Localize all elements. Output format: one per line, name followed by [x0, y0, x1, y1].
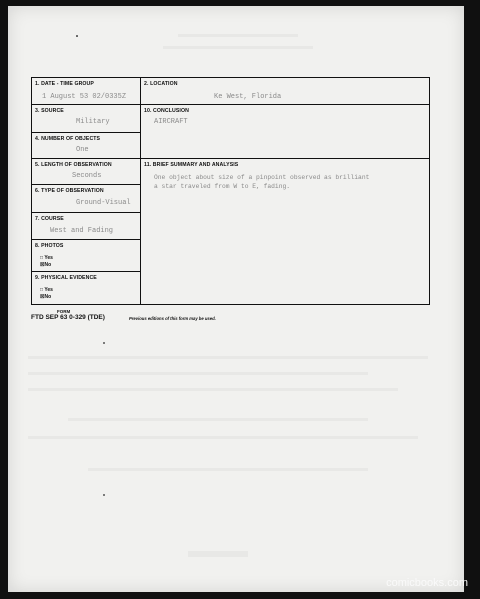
- row-divider: [32, 184, 140, 185]
- conclusion-label: 10. CONCLUSION: [144, 108, 189, 114]
- location-label: 2. LOCATION: [144, 81, 178, 87]
- summary-line-1: One object about size of a pinpoint observed as brilliant: [154, 174, 370, 181]
- row-divider: [32, 132, 140, 133]
- date-time-group-label: 1. DATE - TIME GROUP: [35, 81, 94, 87]
- row-divider: [32, 212, 140, 213]
- physical-evidence-no-option: [40, 294, 51, 300]
- checkbox-empty-icon: □: [40, 287, 44, 293]
- physical-evidence-yes-label: Yes: [44, 287, 53, 293]
- type-of-observation-value: Ground-Visual: [76, 199, 131, 207]
- row-divider: [32, 104, 429, 105]
- row-divider: [32, 271, 140, 272]
- physical-evidence-no-label: No: [44, 294, 52, 300]
- bleed-through-mark: [188, 551, 248, 557]
- checkbox-checked-icon: ☒: [40, 262, 45, 268]
- summary-label: 11. BRIEF SUMMARY AND ANALYSIS: [144, 162, 239, 168]
- physical-evidence-yes-option: [40, 287, 53, 293]
- course-label: 7. COURSE: [35, 216, 64, 222]
- photos-yes-option: [40, 255, 53, 261]
- speck: [103, 342, 105, 344]
- location-value: Ke West, Florida: [214, 93, 282, 101]
- physical-evidence-label: 9. PHYSICAL EVIDENCE: [35, 275, 97, 281]
- length-of-observation-value: Seconds: [72, 172, 102, 180]
- row-divider: [32, 239, 140, 240]
- conclusion-value: AIRCRAFT: [154, 118, 188, 126]
- photos-label: 8. PHOTOS: [35, 243, 64, 249]
- date-time-group-value: 1 August 53 02/0335Z: [42, 93, 127, 101]
- project-record-form: [31, 77, 430, 305]
- bleed-through-mark: [88, 468, 368, 471]
- source-value: Military: [76, 118, 110, 126]
- course-value: West and Fading: [50, 227, 114, 235]
- bleed-through-mark: [28, 436, 418, 439]
- bleed-through-mark: [178, 34, 298, 37]
- form-label: FORM: [57, 309, 71, 314]
- bleed-through-mark: [163, 46, 313, 49]
- speck: [103, 494, 105, 496]
- photos-no-label: No: [44, 262, 52, 268]
- bleed-through-mark: [28, 356, 428, 359]
- length-of-observation-label: 5. LENGTH OF OBSERVATION: [35, 162, 112, 168]
- watermark: comicbooks.com: [386, 577, 468, 589]
- checkbox-empty-icon: □: [40, 255, 44, 261]
- type-of-observation-label: 6. TYPE OF OBSERVATION: [35, 188, 104, 194]
- bleed-through-mark: [28, 372, 368, 375]
- bleed-through-mark: [28, 388, 398, 391]
- checkbox-checked-icon: ☒: [40, 294, 45, 300]
- form-number: FTD SEP 63 0-329 (TDE): [31, 314, 105, 321]
- photos-yes-label: Yes: [44, 255, 53, 261]
- speck: [76, 35, 78, 37]
- row-divider: [32, 158, 429, 159]
- column-divider: [140, 78, 141, 304]
- photos-no-option: [40, 262, 51, 268]
- source-label: 3. SOURCE: [35, 108, 64, 114]
- number-of-objects-value: One: [76, 146, 89, 154]
- summary-line-2: a star traveled from W to E, fading.: [154, 183, 291, 190]
- form-note: Previous editions of this form may be used.: [129, 316, 216, 321]
- bleed-through-mark: [68, 418, 368, 421]
- number-of-objects-label: 4. NUMBER OF OBJECTS: [35, 136, 101, 142]
